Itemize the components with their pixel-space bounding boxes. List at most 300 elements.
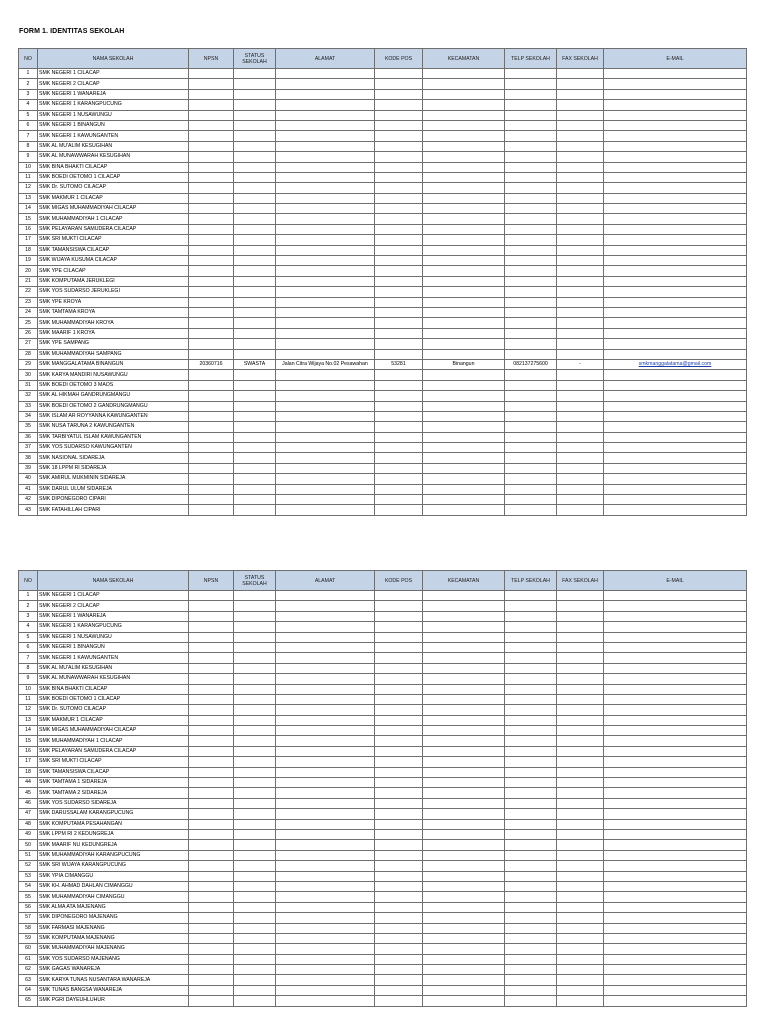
cell-alamat: Jalan Citra Wijaya No.02 Pesawahan [276, 359, 375, 369]
cell-telp-sekolah [505, 380, 557, 390]
cell-kecamatan [423, 684, 505, 694]
cell-kecamatan [423, 861, 505, 871]
cell-kecamatan [423, 141, 505, 151]
cell-telp-sekolah [505, 152, 557, 162]
cell-fax-sekolah [557, 715, 604, 725]
cell-alamat [276, 913, 375, 923]
cell-npsn [189, 391, 234, 401]
cell-fax-sekolah [557, 684, 604, 694]
cell-fax-sekolah [557, 622, 604, 632]
cell-npsn [189, 380, 234, 390]
cell-status-sekolah [234, 380, 276, 390]
cell-telp-sekolah [505, 245, 557, 255]
cell-nama-sekolah: SMK GAGAS WANAREJA [38, 965, 189, 975]
cell-fax-sekolah [557, 266, 604, 276]
table-row [19, 913, 747, 923]
cell-no: 4 [19, 100, 38, 110]
cell-kecamatan [423, 767, 505, 777]
cell-alamat [276, 245, 375, 255]
cell-kode-pos [375, 162, 423, 172]
cell-fax-sekolah [557, 339, 604, 349]
cell-nama-sekolah: SMK NEGERI 1 CILACAP [38, 69, 189, 79]
cell-fax-sekolah [557, 694, 604, 704]
cell-email [604, 256, 747, 266]
cell-status-sekolah [234, 495, 276, 505]
cell-telp-sekolah [505, 183, 557, 193]
cell-kode-pos [375, 715, 423, 725]
cell-telp-sekolah [505, 328, 557, 338]
cell-kode-pos [375, 401, 423, 411]
cell-email [604, 819, 747, 829]
cell-kode-pos [375, 923, 423, 933]
cell-kode-pos [375, 819, 423, 829]
cell-npsn [189, 923, 234, 933]
cell-npsn [189, 245, 234, 255]
cell-fax-sekolah [557, 829, 604, 839]
cell-nama-sekolah: SMK MIGAS MUHAMMADIYAH CILACAP [38, 726, 189, 736]
cell-fax-sekolah [557, 495, 604, 505]
cell-fax-sekolah [557, 463, 604, 473]
cell-fax-sekolah [557, 944, 604, 954]
table-row [19, 923, 747, 933]
cell-alamat [276, 788, 375, 798]
cell-nama-sekolah: SMK YPE SAMPANG [38, 339, 189, 349]
cell-kode-pos [375, 954, 423, 964]
cell-alamat [276, 601, 375, 611]
cell-npsn [189, 798, 234, 808]
cell-nama-sekolah: SMK NEGERI 1 WANAREJA [38, 89, 189, 99]
cell-status-sekolah [234, 110, 276, 120]
table-row [19, 871, 747, 881]
cell-nama-sekolah: SMK NEGERI 1 BINANGUN [38, 120, 189, 130]
cell-status-sekolah [234, 287, 276, 297]
cell-fax-sekolah [557, 850, 604, 860]
cell-nama-sekolah: SMK YOS SUDARSO MAJENANG [38, 954, 189, 964]
cell-kecamatan [423, 985, 505, 995]
cell-status-sekolah [234, 923, 276, 933]
cell-fax-sekolah: - [557, 359, 604, 369]
table-row [19, 287, 747, 297]
cell-alamat [276, 432, 375, 442]
cell-nama-sekolah: SMK YOS SUDARSO SIDAREJA [38, 798, 189, 808]
column-header-status-sekolah: STATUS SEKOLAH [234, 49, 276, 69]
cell-no: 27 [19, 339, 38, 349]
cell-npsn [189, 653, 234, 663]
cell-kode-pos [375, 705, 423, 715]
cell-alamat [276, 632, 375, 642]
table-row [19, 391, 747, 401]
cell-kecamatan [423, 798, 505, 808]
cell-nama-sekolah: SMK TAMTAMA 1 SIDAREJA [38, 778, 189, 788]
cell-kode-pos [375, 736, 423, 746]
cell-alamat [276, 809, 375, 819]
cell-status-sekolah [234, 422, 276, 432]
cell-status-sekolah [234, 89, 276, 99]
cell-npsn [189, 611, 234, 621]
table-row [19, 767, 747, 777]
cell-status-sekolah [234, 79, 276, 89]
cell-no: 10 [19, 162, 38, 172]
cell-npsn [189, 642, 234, 652]
cell-telp-sekolah [505, 401, 557, 411]
cell-kode-pos [375, 318, 423, 328]
cell-no: 17 [19, 235, 38, 245]
cell-kode-pos [375, 287, 423, 297]
cell-email [604, 892, 747, 902]
cell-telp-sekolah [505, 798, 557, 808]
cell-kode-pos [375, 985, 423, 995]
cell-status-sekolah [234, 505, 276, 515]
cell-kecamatan [423, 674, 505, 684]
cell-telp-sekolah [505, 819, 557, 829]
cell-telp-sekolah [505, 694, 557, 704]
cell-alamat [276, 349, 375, 359]
column-header-alamat: ALAMAT [276, 571, 375, 591]
cell-email [604, 840, 747, 850]
cell-no: 9 [19, 152, 38, 162]
cell-kode-pos [375, 622, 423, 632]
cell-no: 31 [19, 380, 38, 390]
cell-kecamatan [423, 339, 505, 349]
cell-telp-sekolah [505, 705, 557, 715]
cell-email [604, 391, 747, 401]
cell-kode-pos [375, 172, 423, 182]
cell-no: 63 [19, 975, 38, 985]
cell-telp-sekolah [505, 674, 557, 684]
cell-alamat [276, 131, 375, 141]
cell-alamat [276, 757, 375, 767]
cell-kecamatan [423, 401, 505, 411]
cell-no: 28 [19, 349, 38, 359]
cell-kecamatan [423, 778, 505, 788]
cell-status-sekolah [234, 642, 276, 652]
cell-kecamatan [423, 840, 505, 850]
cell-npsn [189, 370, 234, 380]
cell-fax-sekolah [557, 110, 604, 120]
cell-no: 36 [19, 432, 38, 442]
cell-no: 32 [19, 391, 38, 401]
school-identity-table-1 [18, 48, 747, 516]
cell-kode-pos [375, 204, 423, 214]
cell-kecamatan [423, 913, 505, 923]
cell-alamat [276, 172, 375, 182]
cell-alamat [276, 453, 375, 463]
cell-kode-pos [375, 307, 423, 317]
cell-nama-sekolah: SMK BINA BHAKTI CILACAP [38, 162, 189, 172]
cell-no: 35 [19, 422, 38, 432]
cell-status-sekolah [234, 453, 276, 463]
cell-no: 16 [19, 746, 38, 756]
cell-nama-sekolah: SMK TAMANSISWA CILACAP [38, 245, 189, 255]
cell-no: 17 [19, 757, 38, 767]
cell-npsn [189, 287, 234, 297]
cell-email [604, 131, 747, 141]
cell-nama-sekolah: SMK NEGERI 2 CILACAP [38, 79, 189, 89]
cell-npsn [189, 809, 234, 819]
cell-no: 60 [19, 944, 38, 954]
cell-npsn [189, 591, 234, 601]
cell-npsn [189, 495, 234, 505]
cell-status-sekolah [234, 788, 276, 798]
cell-alamat [276, 120, 375, 130]
cell-nama-sekolah: SMK YPIA CIMANGGU [38, 871, 189, 881]
cell-kode-pos [375, 871, 423, 881]
cell-npsn [189, 318, 234, 328]
cell-nama-sekolah: SMK PELAYARAN SAMUDERA CILACAP [38, 224, 189, 234]
cell-kode-pos [375, 840, 423, 850]
cell-email [604, 746, 747, 756]
cell-kecamatan [423, 380, 505, 390]
cell-kecamatan [423, 663, 505, 673]
cell-nama-sekolah: SMK AMIRUL MUKMININ SIDAREJA [38, 474, 189, 484]
cell-fax-sekolah [557, 954, 604, 964]
cell-telp-sekolah [505, 767, 557, 777]
cell-nama-sekolah: SMK BOEDI OETOMO 2 GANDRUNGMANGU [38, 401, 189, 411]
cell-kecamatan [423, 297, 505, 307]
table-row [19, 611, 747, 621]
cell-email [604, 224, 747, 234]
cell-no: 19 [19, 256, 38, 266]
cell-email [604, 214, 747, 224]
cell-npsn [189, 767, 234, 777]
cell-npsn [189, 235, 234, 245]
cell-kecamatan [423, 474, 505, 484]
cell-no: 15 [19, 736, 38, 746]
cell-alamat [276, 505, 375, 515]
cell-nama-sekolah: SMK DIPONEGORO CIPARI [38, 495, 189, 505]
table-row [19, 401, 747, 411]
cell-fax-sekolah [557, 726, 604, 736]
table-row [19, 339, 747, 349]
cell-email[interactable]: smkmanggalatama@gmail.com [604, 359, 747, 369]
cell-kode-pos [375, 965, 423, 975]
cell-npsn [189, 307, 234, 317]
cell-email [604, 757, 747, 767]
cell-alamat [276, 881, 375, 891]
cell-fax-sekolah [557, 840, 604, 850]
cell-no: 22 [19, 287, 38, 297]
cell-no: 21 [19, 276, 38, 286]
cell-alamat [276, 224, 375, 234]
table-row [19, 674, 747, 684]
cell-email [604, 985, 747, 995]
cell-kode-pos [375, 778, 423, 788]
cell-no: 45 [19, 788, 38, 798]
cell-alamat [276, 622, 375, 632]
cell-kecamatan [423, 120, 505, 130]
cell-nama-sekolah: SMK MAKMUR 1 CILACAP [38, 193, 189, 203]
table-row [19, 328, 747, 338]
table-row [19, 809, 747, 819]
table-row [19, 370, 747, 380]
cell-email [604, 328, 747, 338]
cell-status-sekolah [234, 401, 276, 411]
cell-npsn [189, 214, 234, 224]
cell-kecamatan [423, 622, 505, 632]
cell-telp-sekolah [505, 193, 557, 203]
cell-no: 10 [19, 684, 38, 694]
cell-npsn [189, 69, 234, 79]
cell-kecamatan [423, 642, 505, 652]
cell-email [604, 183, 747, 193]
cell-kecamatan [423, 307, 505, 317]
cell-status-sekolah [234, 183, 276, 193]
cell-kecamatan [423, 131, 505, 141]
cell-telp-sekolah [505, 642, 557, 652]
table-row [19, 245, 747, 255]
cell-status-sekolah [234, 705, 276, 715]
table-row [19, 892, 747, 902]
cell-nama-sekolah: SMK YOS SUDARSO KAWUNGANTEN [38, 443, 189, 453]
table-row [19, 975, 747, 985]
cell-status-sekolah [234, 297, 276, 307]
table-row [19, 746, 747, 756]
cell-npsn [189, 954, 234, 964]
cell-kecamatan [423, 653, 505, 663]
cell-npsn [189, 933, 234, 943]
cell-npsn [189, 705, 234, 715]
cell-npsn [189, 183, 234, 193]
cell-telp-sekolah [505, 172, 557, 182]
cell-alamat [276, 110, 375, 120]
table-row [19, 850, 747, 860]
table-row [19, 736, 747, 746]
cell-fax-sekolah [557, 172, 604, 182]
cell-alamat [276, 726, 375, 736]
cell-alamat [276, 778, 375, 788]
table-row [19, 505, 747, 515]
cell-email [604, 245, 747, 255]
cell-no: 13 [19, 193, 38, 203]
cell-alamat [276, 965, 375, 975]
cell-kode-pos: 53281 [375, 359, 423, 369]
cell-telp-sekolah [505, 840, 557, 850]
column-header-email: E-MAIL [604, 571, 747, 591]
cell-no: 52 [19, 861, 38, 871]
cell-kecamatan [423, 214, 505, 224]
cell-nama-sekolah: SMK KH. AHMAD DAHLAN CIMANGGU [38, 881, 189, 891]
cell-kecamatan [423, 850, 505, 860]
cell-kecamatan [423, 443, 505, 453]
cell-status-sekolah [234, 120, 276, 130]
cell-email [604, 694, 747, 704]
cell-status-sekolah [234, 172, 276, 182]
cell-no: 64 [19, 985, 38, 995]
cell-status-sekolah [234, 809, 276, 819]
cell-nama-sekolah: SMK MUHAMMADIYAH KROYA [38, 318, 189, 328]
cell-npsn [189, 349, 234, 359]
cell-email [604, 443, 747, 453]
column-header-nama-sekolah: NAMA SEKOLAH [38, 49, 189, 69]
cell-kode-pos [375, 632, 423, 642]
cell-fax-sekolah [557, 453, 604, 463]
cell-kecamatan [423, 152, 505, 162]
school-identity-table-2 [18, 570, 747, 1007]
table-row [19, 183, 747, 193]
cell-no: 49 [19, 829, 38, 839]
cell-fax-sekolah [557, 422, 604, 432]
cell-npsn [189, 297, 234, 307]
cell-telp-sekolah [505, 120, 557, 130]
cell-fax-sekolah [557, 89, 604, 99]
cell-status-sekolah [234, 443, 276, 453]
cell-no: 58 [19, 923, 38, 933]
cell-status-sekolah [234, 601, 276, 611]
cell-fax-sekolah [557, 933, 604, 943]
cell-status-sekolah [234, 224, 276, 234]
cell-npsn [189, 829, 234, 839]
cell-fax-sekolah [557, 391, 604, 401]
cell-telp-sekolah [505, 944, 557, 954]
cell-kode-pos [375, 913, 423, 923]
cell-email [604, 850, 747, 860]
cell-telp-sekolah [505, 611, 557, 621]
cell-fax-sekolah [557, 100, 604, 110]
table-row [19, 861, 747, 871]
cell-alamat [276, 767, 375, 777]
cell-kode-pos [375, 411, 423, 421]
cell-nama-sekolah: SMK MUHAMMADIYAH 1 CILACAP [38, 736, 189, 746]
table-row [19, 933, 747, 943]
cell-status-sekolah [234, 767, 276, 777]
table-row [19, 840, 747, 850]
cell-email [604, 622, 747, 632]
cell-email [604, 276, 747, 286]
cell-telp-sekolah [505, 954, 557, 964]
cell-no: 39 [19, 463, 38, 473]
column-header-telp-sekolah: TELP SEKOLAH [505, 49, 557, 69]
cell-email [604, 495, 747, 505]
cell-telp-sekolah [505, 505, 557, 515]
table-row [19, 474, 747, 484]
cell-kode-pos [375, 256, 423, 266]
cell-npsn [189, 715, 234, 725]
cell-kode-pos [375, 892, 423, 902]
cell-no: 51 [19, 850, 38, 860]
cell-status-sekolah [234, 256, 276, 266]
cell-kecamatan [423, 370, 505, 380]
cell-fax-sekolah [557, 611, 604, 621]
table-row [19, 100, 747, 110]
cell-alamat [276, 474, 375, 484]
cell-no: 11 [19, 172, 38, 182]
cell-email [604, 996, 747, 1006]
cell-telp-sekolah: 082137275600 [505, 359, 557, 369]
cell-email [604, 432, 747, 442]
cell-alamat [276, 79, 375, 89]
cell-nama-sekolah: SMK NEGERI 1 CILACAP [38, 591, 189, 601]
cell-kecamatan [423, 933, 505, 943]
table-row [19, 996, 747, 1006]
cell-npsn [189, 443, 234, 453]
cell-kecamatan [423, 892, 505, 902]
cell-status-sekolah [234, 746, 276, 756]
cell-nama-sekolah: SMK SRI MUKTI CILACAP [38, 757, 189, 767]
column-header-npsn: NPSN [189, 49, 234, 69]
cell-npsn [189, 944, 234, 954]
cell-npsn [189, 632, 234, 642]
cell-alamat [276, 611, 375, 621]
cell-alamat [276, 642, 375, 652]
cell-kecamatan [423, 89, 505, 99]
cell-email [604, 505, 747, 515]
cell-npsn [189, 601, 234, 611]
table-row [19, 881, 747, 891]
column-header-no: NO [19, 49, 38, 69]
cell-fax-sekolah [557, 131, 604, 141]
cell-no: 55 [19, 892, 38, 902]
cell-no: 13 [19, 715, 38, 725]
